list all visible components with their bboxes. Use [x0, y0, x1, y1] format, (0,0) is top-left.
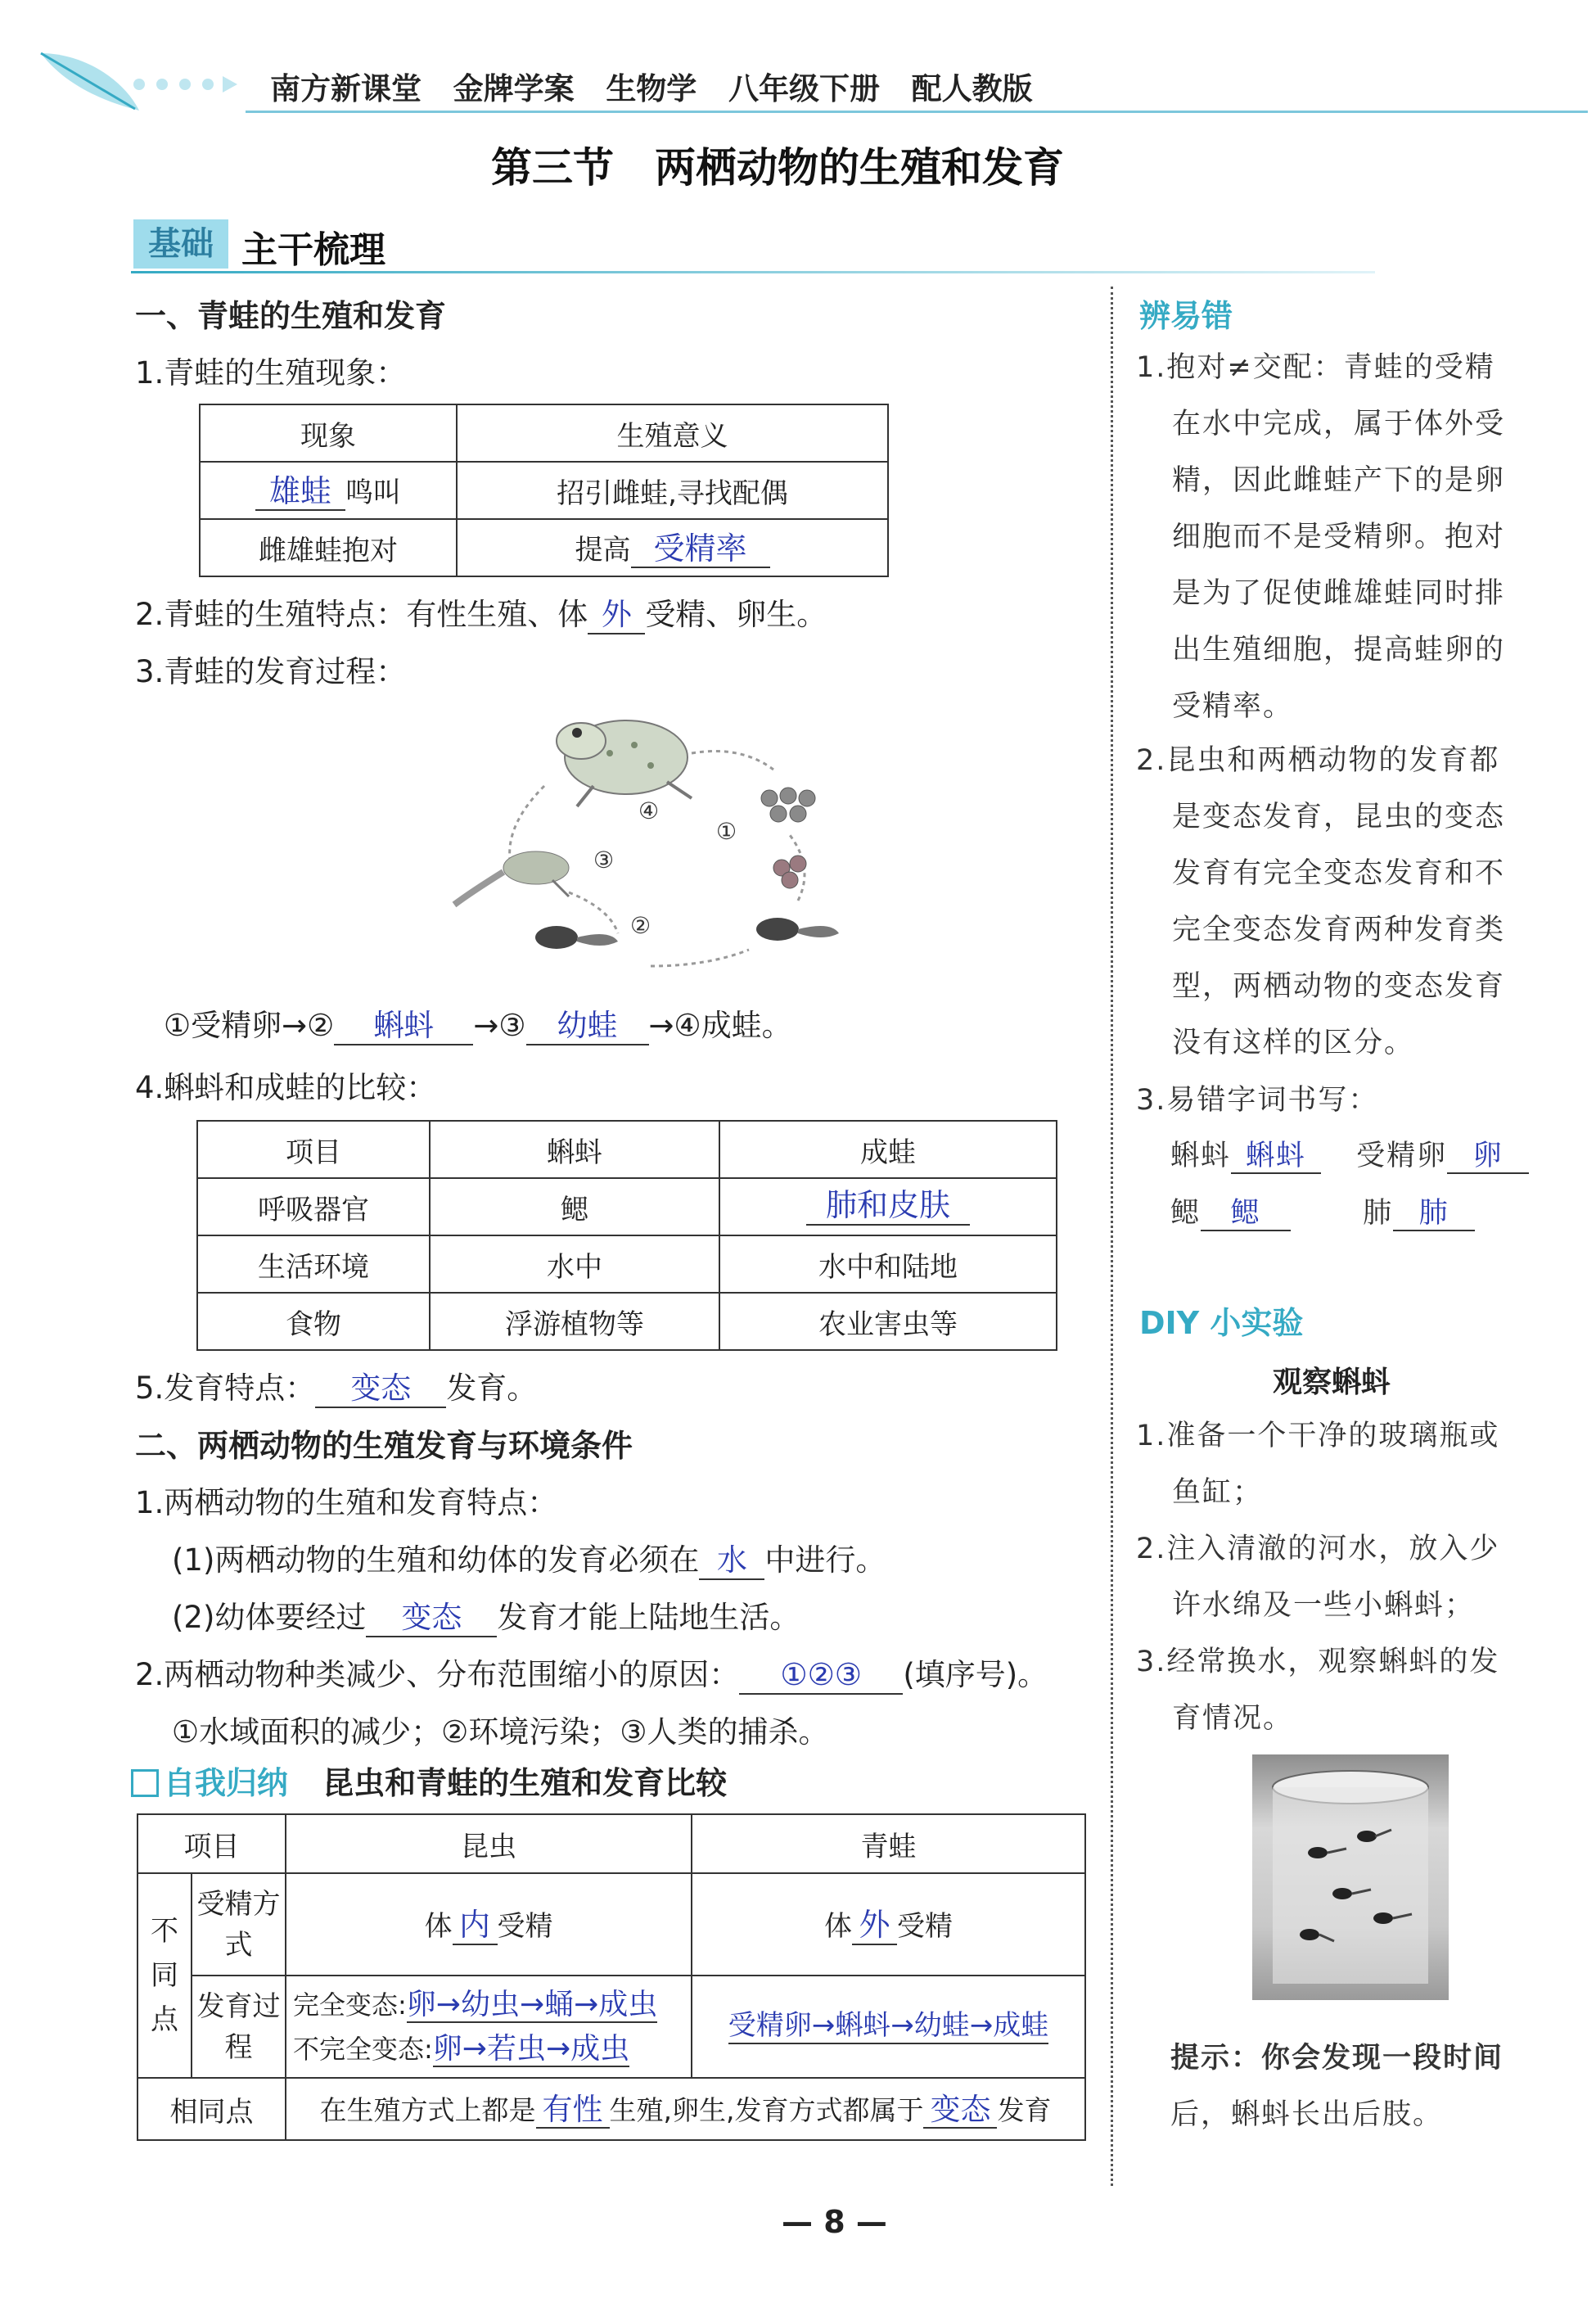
- answer-blank[interactable]: ①②③: [739, 1658, 903, 1695]
- table1-cell: 招引雌蛙,寻找配偶: [457, 462, 888, 519]
- table1-cell: [200, 462, 457, 519]
- q-text: ①受精卵→②: [164, 1008, 335, 1043]
- table2-cell: 生活环境: [197, 1235, 430, 1293]
- experiment-steps: 1.准备一个干净的玻璃瓶或 鱼缸； 2.注入清澈的河水，放入少 许水绵及一些小蝌蚪； 3.经常换水，观察蝌蚪的发 育情况。: [1136, 1420, 1500, 1735]
- froglet-icon: [454, 851, 569, 905]
- summary-cell: 体 内 受精: [286, 1873, 692, 1976]
- answer-blank[interactable]: 蝌蚪: [334, 1009, 473, 1045]
- section-banner: [131, 217, 1375, 273]
- answer-blank[interactable]: 外: [588, 598, 645, 634]
- q-text: 2.青蛙的生殖特点：有性生殖、体: [135, 597, 588, 632]
- section-underline: [131, 271, 1375, 273]
- answer-blank[interactable]: 有性: [536, 2093, 610, 2129]
- sidebar-divider: [1111, 287, 1113, 2186]
- summary-label: 自我归纳: [164, 1765, 289, 1801]
- header-edition: 配人教版: [911, 71, 1033, 106]
- table2-header: 成蛙: [719, 1121, 1057, 1178]
- header-feather-logo: [33, 45, 147, 119]
- header-grade: 八年级下册: [728, 71, 880, 106]
- answer-blank[interactable]: 鳃: [1201, 1197, 1291, 1231]
- row-label: 相同点: [138, 2078, 286, 2140]
- part2-q1: 1.两栖动物的生殖和发育特点：: [135, 1485, 558, 1520]
- table2-cell: 农业害虫等: [719, 1293, 1057, 1350]
- sidebar-title-mistakes: 辨易错: [1139, 298, 1233, 334]
- answer-blank[interactable]: 受精率: [631, 531, 770, 569]
- word-row-1: 蝌蚪 蝌蚪 受精卵 卵: [1170, 1128, 1529, 1185]
- frog-lifecycle-diagram: [446, 704, 839, 974]
- diagram-label: ④: [638, 797, 660, 824]
- part2-heading: 二、两栖动物的生殖发育与环境条件: [135, 1428, 633, 1464]
- answer-blank[interactable]: 肺: [1393, 1197, 1475, 1231]
- answer-blank[interactable]: 变态: [315, 1371, 446, 1408]
- summary-header: 昆虫: [286, 1814, 692, 1873]
- answer-blank[interactable]: 雄蛙: [255, 474, 345, 512]
- part2-q2: [135, 1650, 1048, 1695]
- q-text: (填序号)。: [903, 1657, 1048, 1692]
- page-number: — 8 —: [782, 2204, 887, 2240]
- answer-blank[interactable]: 肺和皮肤: [806, 1188, 970, 1226]
- table2-cell: 水中: [430, 1235, 719, 1293]
- q-text: →④成蛙。: [648, 1008, 792, 1043]
- part2-q1b: [172, 1592, 800, 1637]
- insect-frog-comparison-table: [137, 1813, 1086, 2141]
- experiment-title: 观察蝌蚪: [1273, 1366, 1391, 1399]
- frog-eggs-icon: [761, 788, 815, 888]
- table1-header-meaning: 生殖意义: [457, 404, 888, 462]
- summary-cell: 体 外 受精: [692, 1873, 1085, 1976]
- q-text: (2)幼体要经过: [172, 1600, 367, 1635]
- adult-frog-icon: [557, 720, 692, 806]
- part1-q2: [135, 589, 827, 634]
- answer-blank[interactable]: 受精卵→蝌蚪→幼蛙→成蛙: [728, 2010, 1048, 2043]
- table1-header-phenomenon: 现象: [200, 404, 457, 462]
- part1-q1: 1.青蛙的生殖现象：: [135, 355, 407, 391]
- reproduction-table: [199, 404, 889, 577]
- answer-blank[interactable]: 卵: [1447, 1140, 1529, 1174]
- q-text: 发育才能上陆地生活。: [497, 1600, 800, 1635]
- q-text: 5.发育特点：: [135, 1371, 316, 1406]
- summary-header: 青蛙: [692, 1814, 1085, 1873]
- development-sequence: [164, 1000, 792, 1045]
- q-text: 中进行。: [764, 1542, 886, 1578]
- part1-q4: 4.蝌蚪和成蛙的比较：: [135, 1070, 437, 1105]
- sidebar-title-diy: DIY 小实验: [1139, 1305, 1304, 1341]
- word-row-2: 鳃 鳃 肺 肺: [1170, 1185, 1475, 1242]
- table1-cell: [457, 519, 888, 576]
- table2-cell: 鳃: [430, 1178, 719, 1235]
- part1-heading: 一、青蛙的生殖和发育: [135, 298, 447, 334]
- part1-q5: [135, 1363, 537, 1408]
- sidebar-note-3: 3.易错字词书写：: [1136, 1084, 1379, 1117]
- answer-blank[interactable]: 卵→若虫→成虫: [433, 2032, 629, 2067]
- summary-header: 项目: [138, 1814, 286, 1873]
- table2-header: 项目: [197, 1121, 430, 1178]
- header-dots: [131, 72, 246, 100]
- table2-cell: [719, 1178, 1057, 1235]
- answer-blank[interactable]: 内: [453, 1908, 498, 1945]
- row-label: 受精方式: [192, 1873, 286, 1976]
- tadpole-frog-table: [196, 1120, 1057, 1351]
- q-text: 2.两栖动物种类减少、分布范围缩小的原因：: [135, 1657, 740, 1692]
- header-line: [246, 111, 1588, 113]
- tadpole-jar-photo: [1252, 1754, 1449, 2000]
- diagram-label: ②: [630, 912, 651, 939]
- q-text: 发育。: [446, 1371, 538, 1406]
- table1-cell: 雌雄蛙抱对: [200, 519, 457, 576]
- experiment-tip: 提示：你会发现一段时间 后，蝌蚪长出后肢。: [1170, 2042, 1504, 2131]
- summary-title: 昆虫和青蛙的生殖和发育比较: [322, 1765, 728, 1801]
- q-text: 受精、卵生。: [645, 597, 827, 632]
- summary-cell: 在生殖方式上都是 有性 生殖,卵生,发育方式都属于 变态 发育: [286, 2078, 1085, 2140]
- tadpole-icon: [535, 918, 839, 949]
- part2-q1a: [172, 1535, 886, 1580]
- table1-text: 鸣叫: [345, 476, 401, 509]
- diff-label: 不 同 点: [138, 1873, 192, 2078]
- answer-blank[interactable]: 变态: [366, 1601, 497, 1637]
- q-text: →③: [473, 1008, 526, 1043]
- edit-icon: [131, 1769, 159, 1797]
- table2-cell: 水中和陆地: [719, 1235, 1057, 1293]
- answer-blank[interactable]: 蝌蚪: [1231, 1140, 1321, 1174]
- part1-q3: 3.青蛙的发育过程：: [135, 654, 407, 689]
- header-subject: 生物学: [606, 71, 697, 106]
- sidebar-note-1: 1.抱对≠交配：青蛙的受精 在水中完成，属于体外受 精，因此雌蛙产下的是卵 细胞而不是受精卵。抱对 是为了促使雌雄蛙同时排 出生殖细胞，提高蛙卵的 受精率。: [1136, 351, 1506, 723]
- header-bar: [270, 64, 1033, 108]
- table2-cell: 食物: [197, 1293, 430, 1350]
- table2-header: 蝌蚪: [430, 1121, 719, 1178]
- answer-blank[interactable]: 卵→幼虫→蛹→成虫: [407, 1988, 658, 2023]
- table2-cell: 呼吸器官: [197, 1178, 430, 1235]
- diagram-label: ③: [593, 847, 615, 874]
- page-title: 第三节 两栖动物的生殖和发育: [491, 143, 1064, 192]
- table1-text: 提高: [575, 533, 631, 567]
- answer-blank[interactable]: 水: [699, 1543, 764, 1580]
- row-label: 发育过程: [192, 1976, 286, 2078]
- part2-options: ①水域面积的减少；②环境污染；③人类的捕杀。: [172, 1714, 829, 1750]
- sidebar-note-2: 2.昆虫和两栖动物的发育都 是变态发育，昆虫的变态 发育有完全变态发育和不 完全变态发育两种发育类 型，两栖动物的变态发育 没有这样的区分。: [1136, 744, 1506, 1059]
- diagram-label: ①: [716, 818, 737, 845]
- summary-cell: [692, 1976, 1085, 2078]
- summary-heading: [131, 1758, 727, 1803]
- section-label: 主干梳理: [241, 229, 385, 271]
- header-series: 南方新课堂: [270, 71, 422, 106]
- answer-blank[interactable]: 幼蛙: [526, 1009, 649, 1045]
- summary-cell: 完全变态:卵→幼虫→蛹→成虫 不完全变态:卵→若虫→成虫: [286, 1976, 692, 2078]
- answer-blank[interactable]: 外: [852, 1908, 897, 1945]
- section-badge: 基础: [133, 219, 228, 269]
- table2-cell: 浮游植物等: [430, 1293, 719, 1350]
- q-text: (1)两栖动物的生殖和幼体的发育必须在: [172, 1542, 700, 1578]
- answer-blank[interactable]: 变态: [923, 2093, 997, 2129]
- header-book: 金牌学案: [453, 71, 575, 106]
